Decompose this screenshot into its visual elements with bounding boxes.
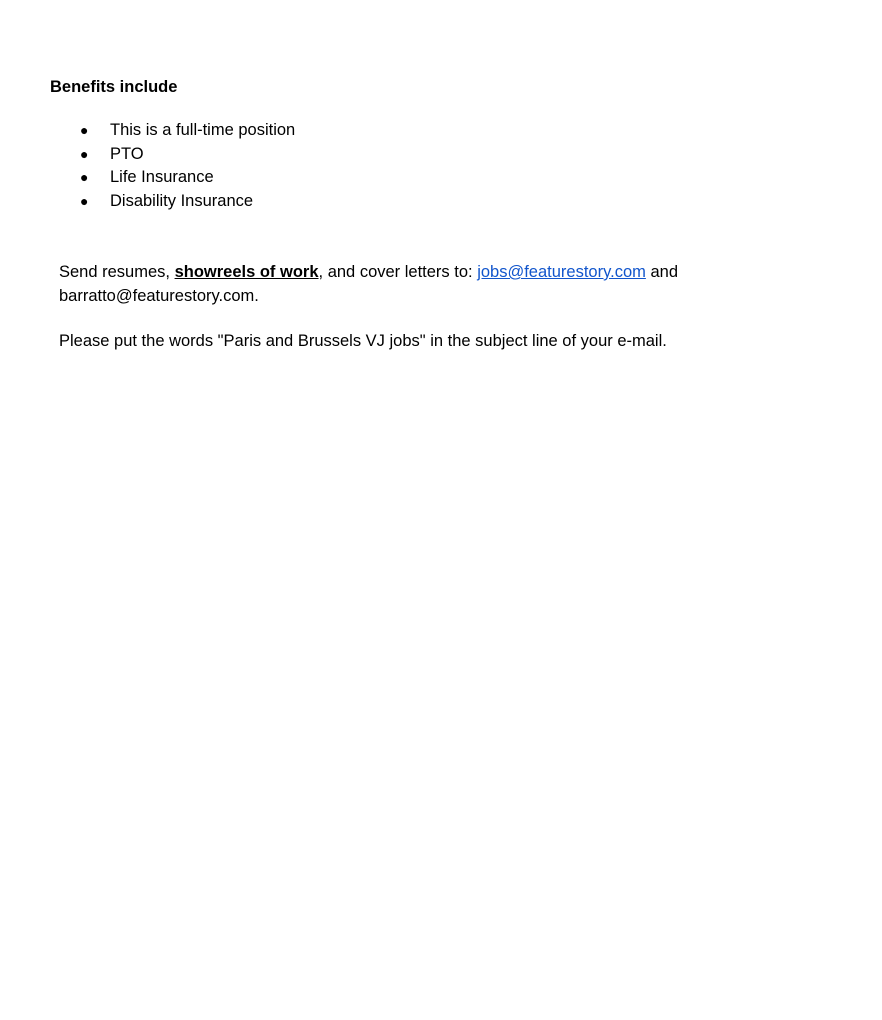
showreels-link[interactable]: showreels of work: [174, 263, 319, 281]
contact-paragraph: [59, 261, 739, 308]
list-item: [50, 167, 295, 191]
bullet-icon: ●: [80, 192, 89, 209]
jobs-email-link[interactable]: jobs@featurestory.com: [477, 263, 646, 281]
list-item-text: PTO: [110, 144, 144, 163]
list-item: [50, 191, 295, 215]
contact-prefix: Send resumes,: [59, 263, 175, 281]
benefits-heading: Benefits include: [50, 78, 178, 96]
secondary-email: barratto@featurestory.com.: [59, 286, 259, 305]
bullet-icon: ●: [80, 145, 89, 162]
contact-middle: , and cover letters to:: [318, 263, 478, 281]
benefits-list: [50, 120, 295, 214]
bullet-icon: ●: [80, 122, 89, 138]
contact-and: and: [645, 263, 679, 281]
list-item: [50, 144, 295, 168]
list-item-text: Life Insurance: [110, 168, 214, 186]
list-item-text: Disability Insurance: [110, 191, 254, 210]
list-item: [50, 120, 295, 144]
bullet-icon: ●: [80, 169, 89, 185]
subject-note: Please put the words "Paris and Brussels VJ jobs" in the subject line of your e-mail.: [59, 332, 667, 350]
list-item-text: This is a full-time position: [110, 121, 296, 139]
